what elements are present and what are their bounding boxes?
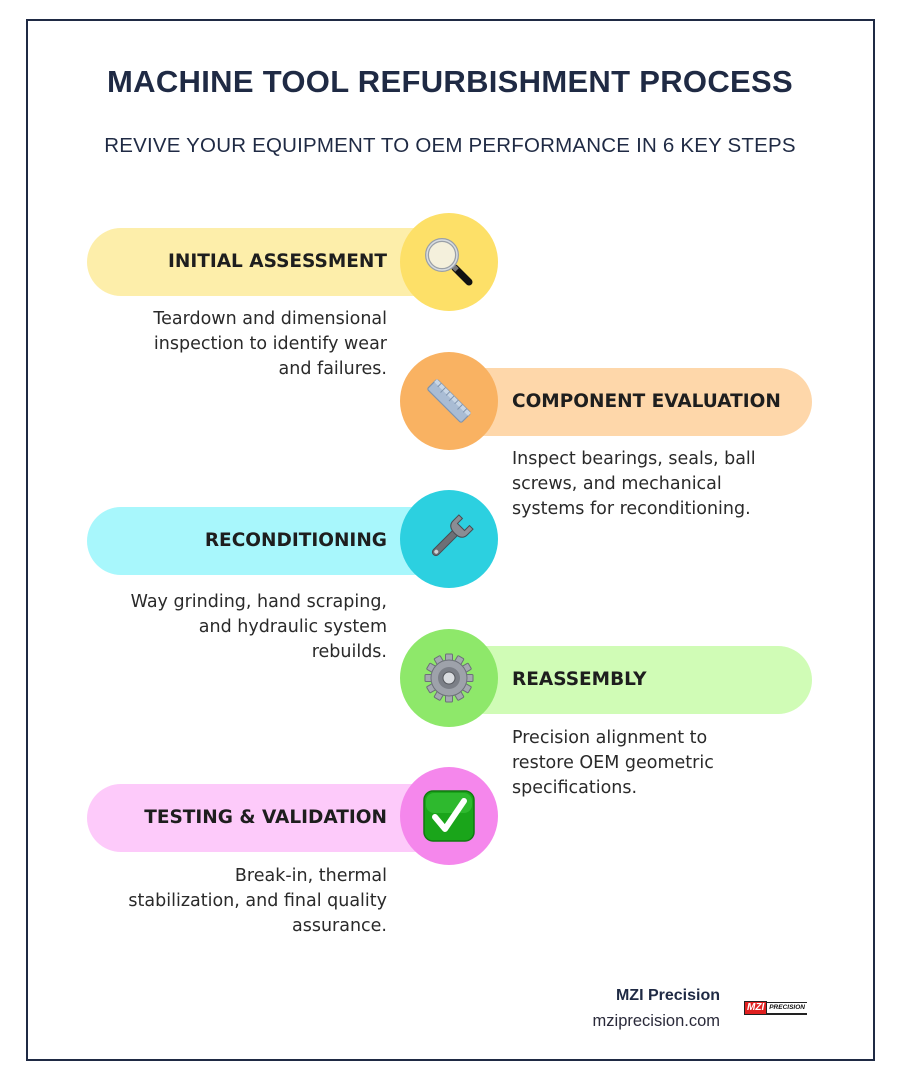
desc-line: Inspect bearings, seals, ball bbox=[512, 449, 756, 469]
logo-precision-text: PRECISION bbox=[767, 1002, 807, 1015]
step-3-icon-circle bbox=[400, 490, 498, 588]
step-2-icon-circle bbox=[400, 352, 498, 450]
step-4-label: REASSEMBLY bbox=[512, 669, 647, 690]
step-4-description bbox=[512, 726, 802, 801]
desc-line: Precision alignment to bbox=[512, 728, 708, 748]
magnifying-glass-icon bbox=[421, 234, 477, 290]
desc-line: assurance. bbox=[291, 916, 387, 936]
step-5-label: TESTING & VALIDATION bbox=[144, 807, 387, 828]
desc-line: systems for reconditioning. bbox=[512, 499, 751, 519]
logo-mzi-text: MZI bbox=[744, 1001, 767, 1015]
desc-line: restore OEM geometric bbox=[512, 753, 714, 773]
desc-line: stabilization, and final quality bbox=[128, 891, 387, 911]
step-4-icon-circle bbox=[400, 629, 498, 727]
step-3-description bbox=[97, 590, 387, 665]
wrench-icon bbox=[421, 511, 477, 567]
step-1-icon-circle bbox=[400, 213, 498, 311]
step-1-label: INITIAL ASSESSMENT bbox=[167, 251, 387, 272]
desc-line: rebuilds. bbox=[311, 642, 387, 662]
step-4-pill bbox=[452, 646, 812, 714]
check-mark-icon bbox=[421, 788, 477, 844]
desc-line: Teardown and dimensional bbox=[153, 309, 387, 329]
step-2-pill bbox=[452, 368, 812, 436]
desc-line: inspection to identify wear bbox=[153, 334, 387, 354]
desc-line: and failures. bbox=[278, 359, 387, 379]
desc-line: Break-in, thermal bbox=[234, 866, 387, 886]
ruler-icon bbox=[421, 373, 477, 429]
desc-line: and hydraulic system bbox=[198, 617, 387, 637]
page-subtitle: REVIVE YOUR EQUIPMENT TO OEM PERFORMANCE IN 6 KEY STEPS bbox=[104, 134, 796, 157]
step-5-icon-circle bbox=[400, 767, 498, 865]
page-title: MACHINE TOOL REFURBISHMENT PROCESS bbox=[107, 64, 793, 99]
desc-line: Way grinding, hand scraping, bbox=[130, 592, 387, 612]
desc-line: specifications. bbox=[512, 778, 638, 798]
company-logo bbox=[744, 1001, 806, 1015]
step-5-pill bbox=[87, 784, 447, 852]
footer-website-link[interactable]: mziprecision.com bbox=[592, 1012, 720, 1030]
step-2-description bbox=[512, 447, 802, 522]
step-3-pill bbox=[87, 507, 447, 575]
step-1-description bbox=[97, 307, 387, 382]
footer-brand-name: MZI Precision bbox=[615, 987, 720, 1004]
desc-line: screws, and mechanical bbox=[512, 474, 722, 494]
step-1-pill bbox=[87, 228, 447, 296]
gear-icon bbox=[421, 650, 477, 706]
step-5-description bbox=[97, 864, 387, 939]
step-2-label: COMPONENT EVALUATION bbox=[512, 391, 781, 412]
step-3-label: RECONDITIONING bbox=[204, 530, 387, 551]
